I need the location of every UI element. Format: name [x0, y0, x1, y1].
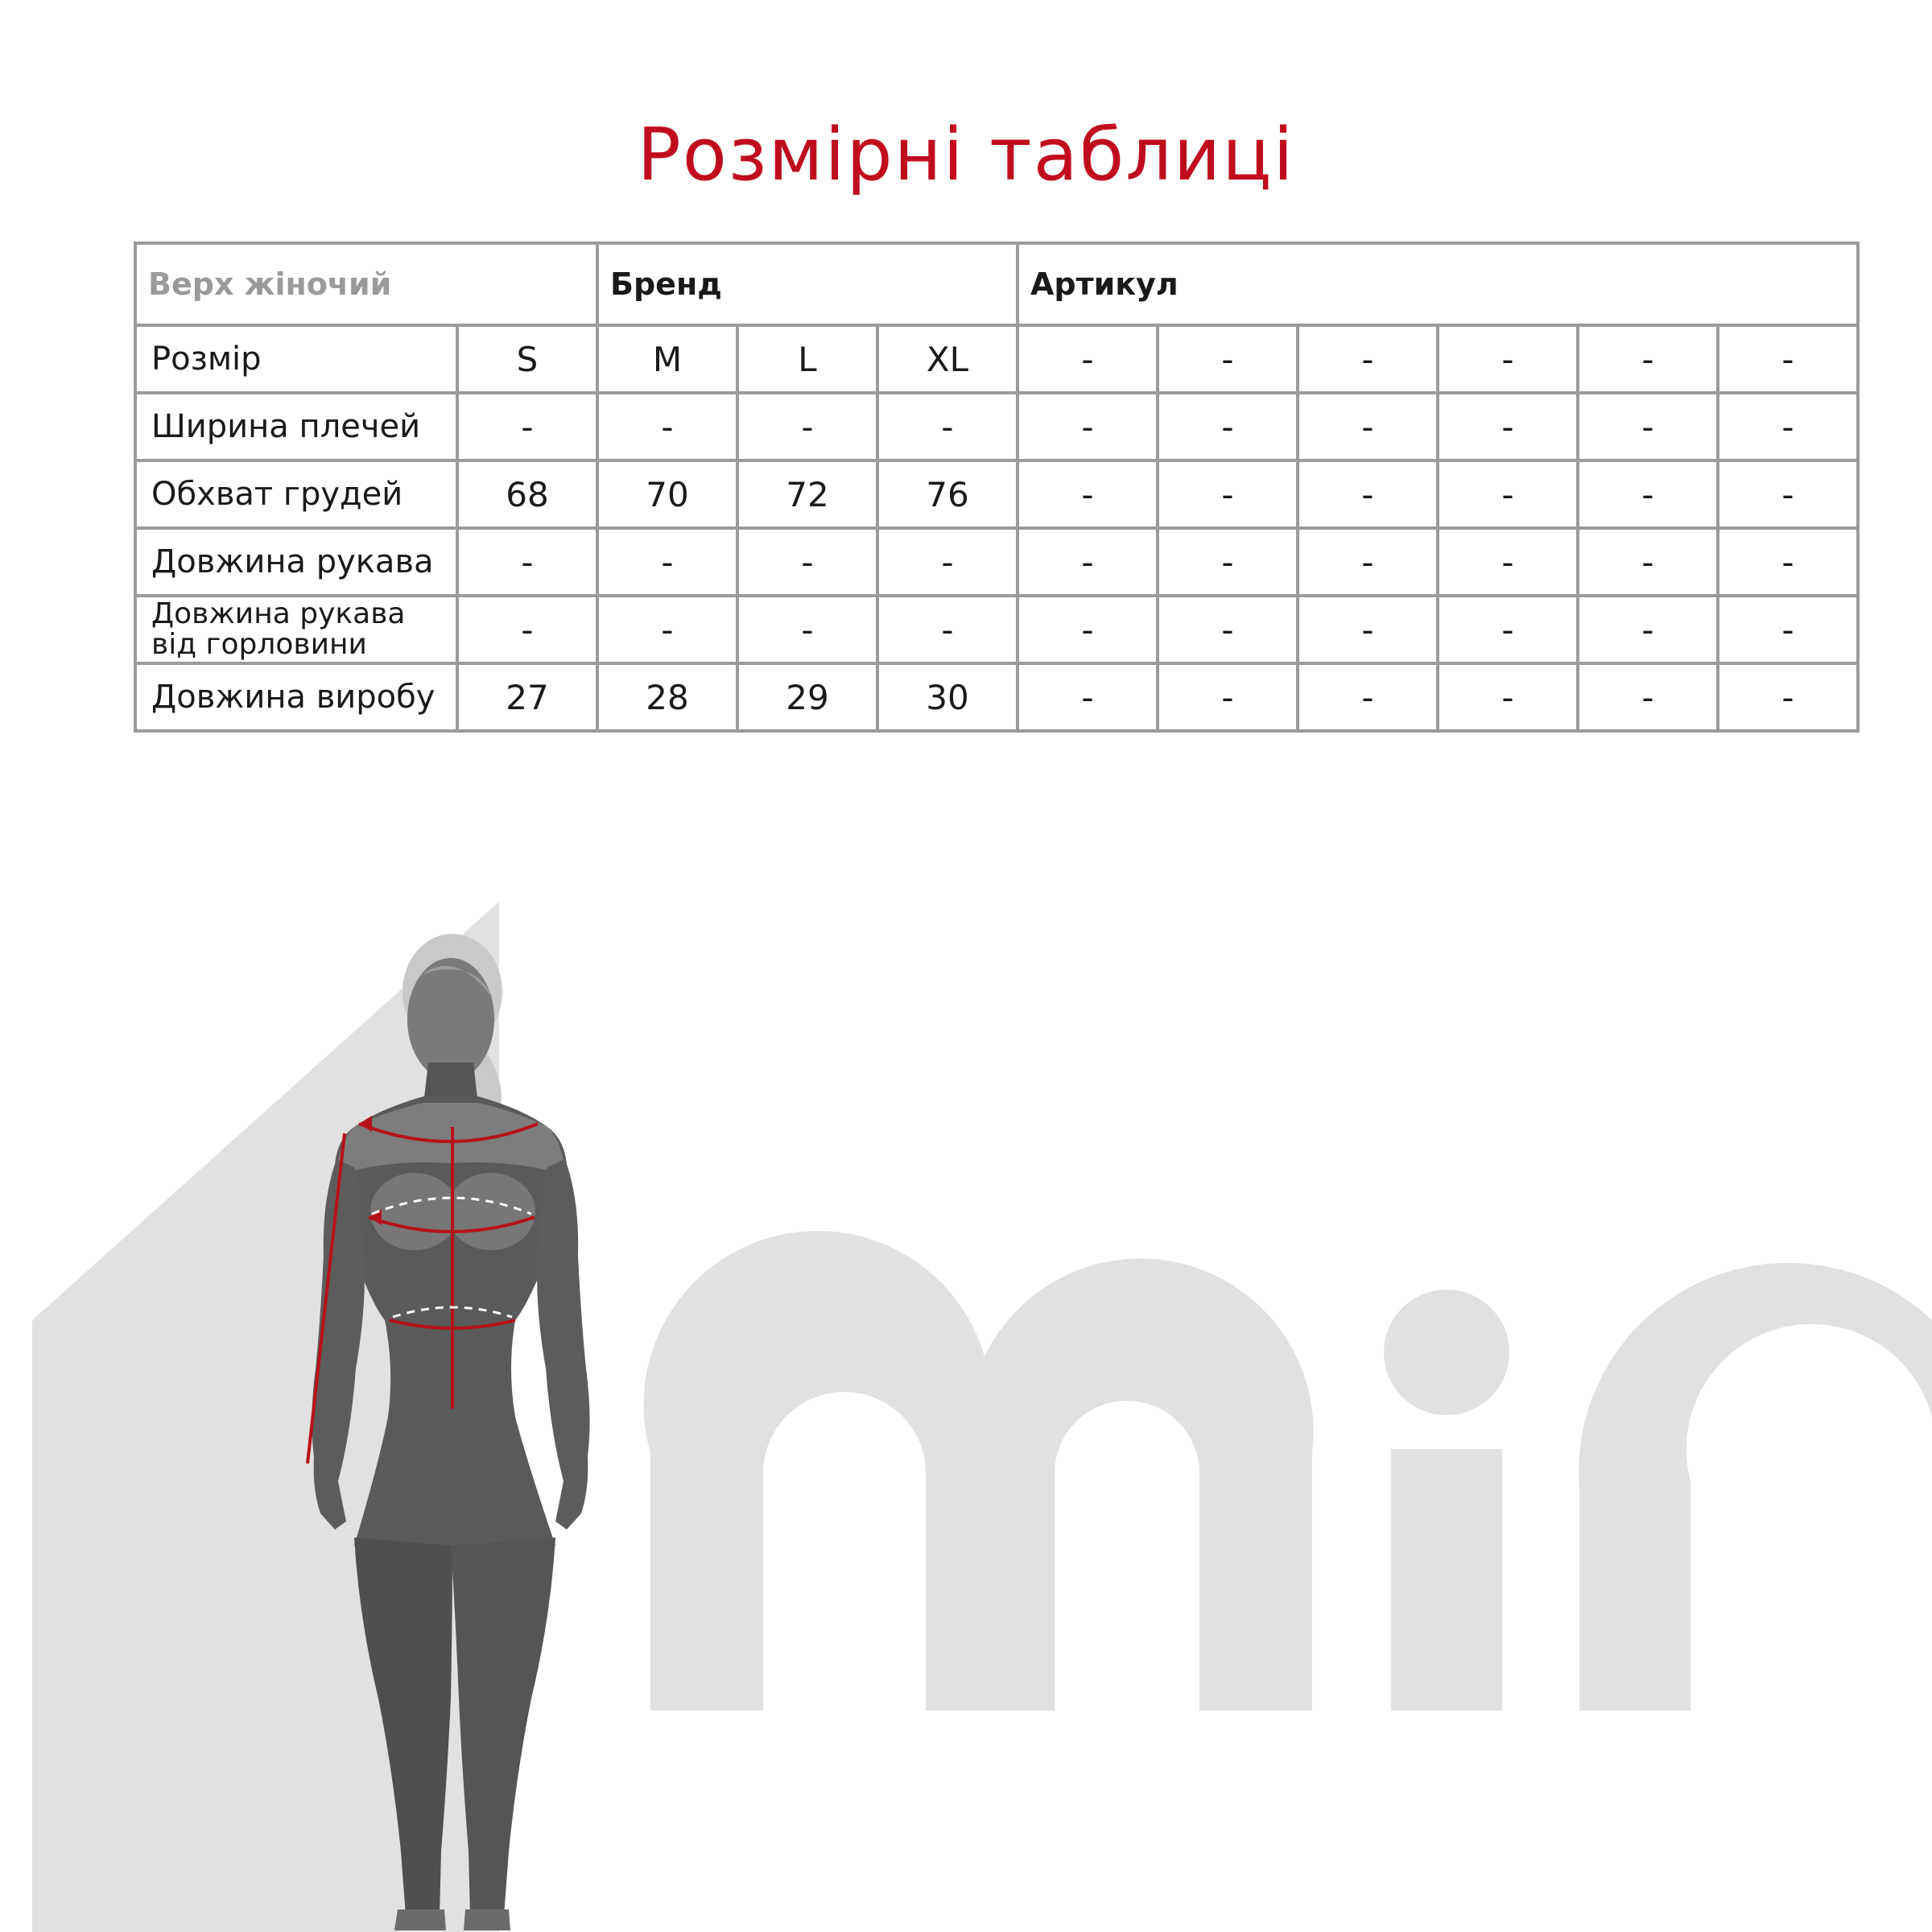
table-cell: - — [877, 528, 1018, 596]
table-cell: - — [1298, 460, 1438, 528]
row-label: Довжина рукава — [135, 528, 457, 596]
table-cell: - — [1718, 393, 1858, 460]
table-row — [135, 663, 1858, 731]
table-cell: - — [877, 393, 1018, 460]
table-cell: - — [1158, 528, 1298, 596]
table-cell: - — [1578, 596, 1718, 663]
table-cell: - — [1718, 325, 1858, 393]
table-cell: - — [597, 596, 737, 663]
table-cell: 68 — [457, 460, 597, 528]
table-cell: - — [1438, 393, 1578, 460]
table-cell: - — [1158, 393, 1298, 460]
row-label: Довжина рукава від горловини — [135, 596, 457, 663]
row-label: Довжина виробу — [135, 663, 457, 731]
table-cell: - — [1158, 325, 1298, 393]
table-cell: S — [457, 325, 597, 393]
table-cell: 29 — [737, 663, 877, 731]
table-row — [135, 325, 1858, 393]
table-cell: 28 — [597, 663, 737, 731]
table-row — [135, 596, 1858, 663]
row-label: Розмір — [135, 325, 457, 393]
table-cell: 27 — [457, 663, 597, 731]
table-cell: 30 — [877, 663, 1018, 731]
table-cell: XL — [877, 325, 1018, 393]
table-cell: - — [597, 393, 737, 460]
table-cell: L — [737, 325, 877, 393]
table-cell: - — [1718, 528, 1858, 596]
table-cell: - — [1438, 528, 1578, 596]
row-label: Обхват грудей — [135, 460, 457, 528]
size-table — [134, 242, 1860, 733]
table-cell: - — [737, 393, 877, 460]
table-cell: - — [457, 393, 597, 460]
table-body — [135, 325, 1858, 731]
table-cell: - — [737, 528, 877, 596]
table-cell: - — [737, 596, 877, 663]
table-cell: M — [597, 325, 737, 393]
table-row — [135, 460, 1858, 528]
table-cell: - — [1018, 393, 1158, 460]
table-cell: - — [457, 596, 597, 663]
table-cell: - — [1018, 663, 1158, 731]
brand-logo-watermark — [644, 1231, 1932, 1711]
article-label: Артикул — [1018, 243, 1858, 325]
table-cell: - — [1298, 663, 1438, 731]
category-label: Верх жіночий — [135, 243, 597, 325]
table-cell: - — [1158, 460, 1298, 528]
table-cell: - — [1298, 325, 1438, 393]
table-cell: - — [1018, 460, 1158, 528]
table-row — [135, 393, 1858, 460]
table-cell: - — [1578, 663, 1718, 731]
table-cell: - — [1438, 596, 1578, 663]
table-cell: - — [1298, 596, 1438, 663]
table-cell: - — [1718, 596, 1858, 663]
table-cell: - — [1018, 596, 1158, 663]
table-cell: - — [1158, 596, 1298, 663]
row-label: Ширина плечей — [135, 393, 457, 460]
table-row — [135, 528, 1858, 596]
table-cell: - — [1718, 663, 1858, 731]
brand-label: Бренд — [597, 243, 1018, 325]
table-cell: - — [1438, 663, 1578, 731]
table-cell: - — [457, 528, 597, 596]
table-cell: - — [1578, 460, 1718, 528]
table-cell: - — [597, 528, 737, 596]
table-cell: - — [1298, 528, 1438, 596]
table-cell: - — [1578, 325, 1718, 393]
table-cell: 76 — [877, 460, 1018, 528]
table-cell: 70 — [597, 460, 737, 528]
table-cell: - — [1578, 393, 1718, 460]
page-title: Розмірні таблиці — [637, 113, 1295, 197]
table-cell: - — [1438, 460, 1578, 528]
table-header-row — [135, 243, 1858, 325]
table-cell: - — [1718, 460, 1858, 528]
table-cell: - — [877, 596, 1018, 663]
table-cell: - — [1018, 528, 1158, 596]
table-cell: - — [1298, 393, 1438, 460]
table-cell: - — [1438, 325, 1578, 393]
table-cell: - — [1018, 325, 1158, 393]
table-cell: - — [1578, 528, 1718, 596]
table-cell: 72 — [737, 460, 877, 528]
table-cell: - — [1158, 663, 1298, 731]
